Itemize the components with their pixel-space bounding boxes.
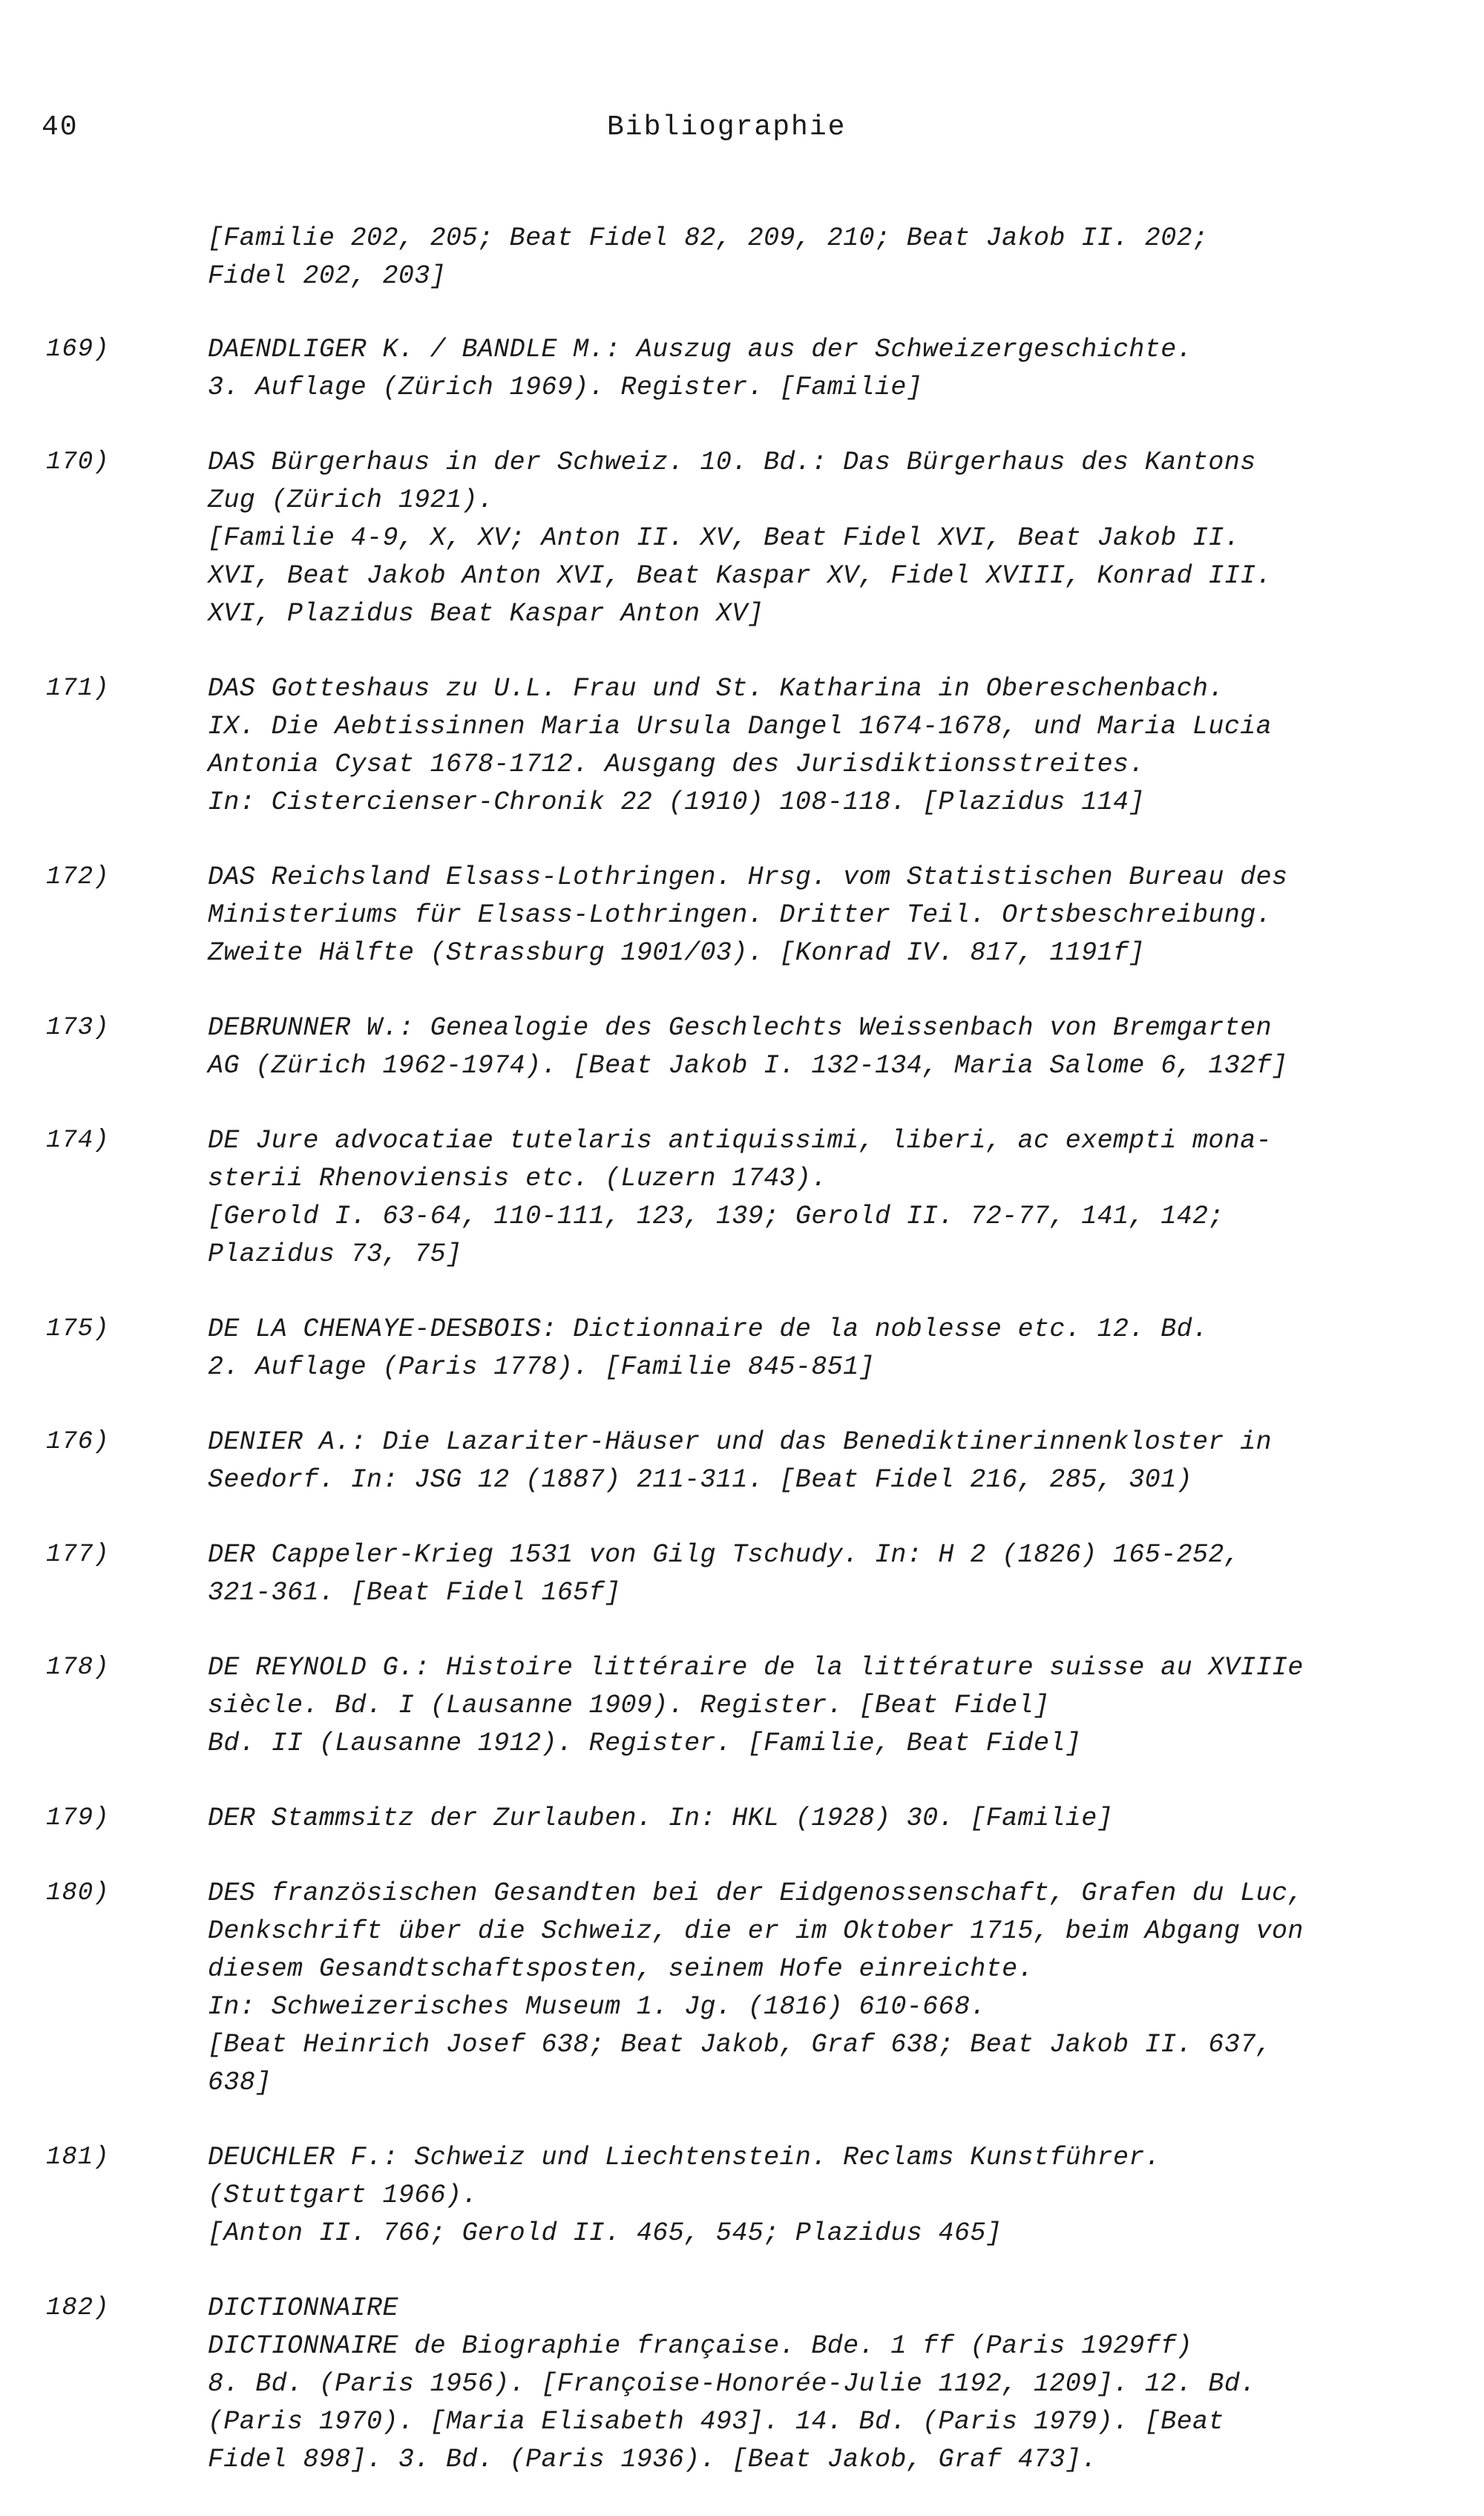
page-number: 40 [42,111,79,143]
bibliography-entry [0,1122,1484,1274]
entry-text [208,670,1425,822]
entry-line: DE Jure advocatiae tutelaris antiquissimi, liberi, ac exempti mona- [208,1126,1273,1156]
entry-text [208,2139,1425,2253]
entry-line: Antonia Cysat 1678-1712. Ausgang des Jurisdiktionsstreites. [208,750,1145,779]
entry-number: 181) [46,2143,110,2172]
entry-line: XVI, Plazidus Beat Kaspar Anton XV] [208,599,764,629]
bibliography-entry [0,1311,1484,1386]
entry-line: DEUCHLER F.: Schweiz und Liechtenstein. Reclams Kunstführer. [208,2143,1161,2172]
entry-line: Fidel 898]. 3. Bd. (Paris 1936). [Beat Jakob, Graf 473]. [208,2445,1097,2474]
entry-line: 8. Bd. (Paris 1956). [Françoise-Honorée-Julie 1192, 1209]. 12. Bd. [208,2369,1256,2399]
bibliography-entry [0,1649,1484,1763]
entry-line: Denkschrift über die Schweiz, die er im Oktober 1715, beim Abgang von [208,1916,1304,1946]
entry-text [208,1875,1425,2102]
entry-line: In: Schweizerisches Museum 1. Jg. (1816) 610-668. [208,1992,986,2022]
entry-line: XVI, Beat Jakob Anton XVI, Beat Kaspar XV, Fidel XVIII, Konrad III. [208,561,1273,591]
bibliography-entry [0,444,1484,633]
entry-text [208,859,1425,972]
entry-line: 638] [208,2068,272,2097]
entry-line: DER Cappeler-Krieg 1531 von Gilg Tschudy. In: H 2 (1826) 165-252, [208,1540,1241,1570]
entry-number: 174) [46,1127,110,1155]
bibliography-entry [0,859,1484,972]
entry-line: DAS Gotteshaus zu U.L. Frau und St. Katharina in Obereschenbach. [208,674,1224,704]
entry-line: siècle. Bd. I (Lausanne 1909). Register. [Beat Fidel] [208,1691,1050,1720]
entry-line: Seedorf. In: JSG 12 (1887) 211-311. [Beat Fidel 216, 285, 301) [208,1465,1193,1495]
entry-line: 321-361. [Beat Fidel 165f] [208,1578,621,1608]
entry-text [208,1122,1425,1274]
entry-line: DE LA CHENAYE-DESBOIS: Dictionnaire de la noblesse etc. 12. Bd. [208,1314,1209,1344]
entry-line: DAS Reichsland Elsass-Lothringen. Hrsg. vom Statistischen Bureau des [208,862,1288,892]
entry-line: DAS Bürgerhaus in der Schweiz. 10. Bd.: Das Bürgerhaus des Kantons [208,448,1256,477]
entry-line: DEBRUNNER W.: Genealogie des Geschlechts Weissenbach von Bremgarten [208,1013,1273,1043]
entry-line: Bd. II (Lausanne 1912). Register. [Familie, Beat Fidel] [208,1729,1082,1758]
bibliography-entry [0,1875,1484,2102]
entry-line: AG (Zürich 1962-1974). [Beat Jakob I. 132-134, Maria Salome 6, 132f] [208,1051,1288,1081]
entry-line: 2. Auflage (Paris 1778). [Familie 845-851] [208,1352,875,1382]
entry-text [208,1424,1425,1499]
entry-line: Fidel 202, 203] [208,261,447,291]
entry-number: 176) [46,1428,110,1456]
entry-line: DES französischen Gesandten bei der Eidgenossenschaft, Grafen du Luc, [208,1878,1304,1908]
entry-number: 171) [46,675,110,703]
entry-line: (Paris 1970). [Maria Elisabeth 493]. 14. Bd. (Paris 1979). [Beat [208,2407,1224,2437]
entry-number: 178) [46,1654,110,1682]
entry-line: DE REYNOLD G.: Histoire littéraire de la littérature suisse au XVIIIe [208,1653,1304,1683]
entry-line: [Gerold I. 63-64, 110-111, 123, 139; Gerold II. 72-77, 141, 142; [208,1202,1224,1231]
bibliography-entry [0,670,1484,822]
entry-text [208,1649,1425,1763]
bibliography-entry [0,1536,1484,1612]
entry-text [208,2290,1425,2479]
entry-text [208,1536,1425,1612]
entry-line: Zug (Zürich 1921). [208,485,494,515]
entry-line: IX. Die Aebtissinnen Maria Ursula Dangel 1674-1678, und Maria Lucia [208,712,1273,741]
entry-text [208,220,1425,295]
bibliography-entry [0,1009,1484,1085]
entry-line: [Familie 4-9, X, XV; Anton II. XV, Beat Fidel XVI, Beat Jakob II. [208,523,1241,553]
entry-number: 173) [46,1014,110,1042]
entry-number: 170) [46,448,110,476]
bibliography-entry [0,2139,1484,2253]
entry-text [208,1009,1425,1085]
entry-number: 172) [46,863,110,891]
entry-text [208,1311,1425,1386]
bibliography-entry [0,1424,1484,1499]
running-head: Bibliographie [607,111,847,143]
entry-text [208,331,1425,407]
bibliography-entry [0,2290,1484,2479]
entry-line: diesem Gesandtschaftsposten, seinem Hofe einreichte. [208,1954,1034,1984]
entry-number: 175) [46,1315,110,1343]
entry-line: DICTIONNAIRE de Biographie française. Bde. 1 ff (Paris 1929ff) [208,2331,1193,2361]
entry-number: 177) [46,1541,110,1569]
bibliography-list [0,220,1484,2516]
bibliography-entry-continuation [0,220,1484,295]
entry-line: (Stuttgart 1966). [208,2181,478,2210]
entry-line: [Beat Heinrich Josef 638; Beat Jakob, Graf 638; Beat Jakob II. 637, [208,2030,1273,2060]
entry-number: 180) [46,1879,110,1907]
entry-line: DER Stammsitz der Zurlauben. In: HKL (1928) 30. [Familie] [208,1804,1113,1833]
entry-line: Zweite Hälfte (Strassburg 1901/03). [Konrad IV. 817, 1191f] [208,938,1145,968]
entry-line: 3. Auflage (Zürich 1969). Register. [Familie] [208,373,923,402]
entry-line: DAENDLIGER K. / BANDLE M.: Auszug aus der Schweizergeschichte. [208,335,1193,364]
bibliography-entry [0,1800,1484,1838]
entry-line: DICTIONNAIRE [208,2293,398,2323]
entry-line: sterii Rhenoviensis etc. (Luzern 1743). [208,1164,827,1193]
entry-number: 182) [46,2294,110,2322]
entry-text [208,1800,1425,1838]
entry-line: [Anton II. 766; Gerold II. 465, 545; Plazidus 465] [208,2218,1002,2248]
entry-number: 169) [46,335,110,364]
entry-line: Ministeriums für Elsass-Lothringen. Dritter Teil. Ortsbeschreibung. [208,900,1273,930]
entry-line: In: Cistercienser-Chronik 22 (1910) 108-118. [Plazidus 114] [208,787,1145,817]
entry-line: [Familie 202, 205; Beat Fidel 82, 209, 210; Beat Jakob II. 202; [208,223,1209,253]
entry-number: 179) [46,1804,110,1832]
entry-line: Plazidus 73, 75] [208,1239,462,1269]
entry-line: DENIER A.: Die Lazariter-Häuser und das Benediktinerinnenkloster in [208,1427,1273,1457]
entry-text [208,444,1425,633]
bibliography-entry [0,331,1484,407]
